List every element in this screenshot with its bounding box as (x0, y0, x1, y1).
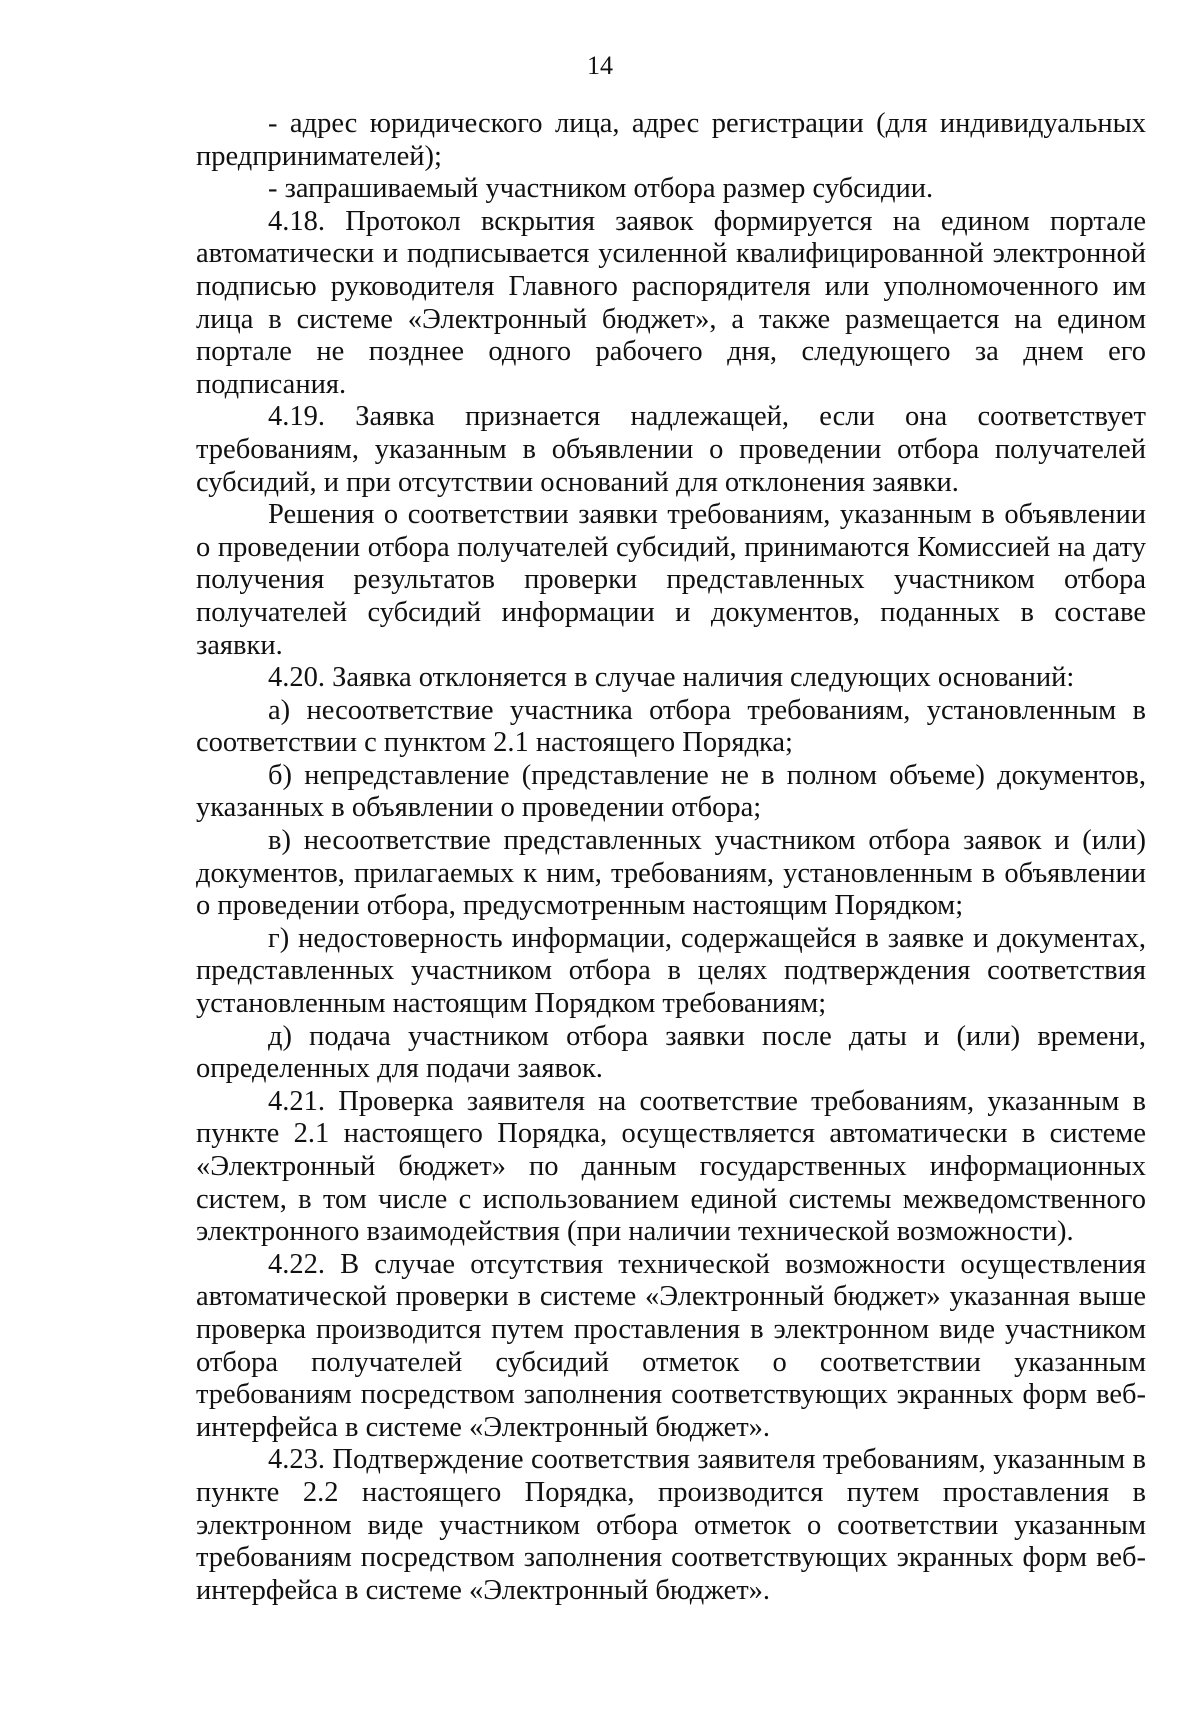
list-item-d: д) подача участником отбора заявки после даты и (или) времени, определенных для подачи заявок. (196, 1020, 1146, 1085)
list-item-b: б) непредставление (представление не в полном объеме) документов, указанных в объявлении о проведении отбора; (196, 759, 1146, 824)
paragraph-commission-decision: Решения о соответствии заявки требованиям, указанным в объявлении о проведении отбора получателей субсидий, принимаются Комиссией на дату получения результатов проверки представленных участником отбора получателей субсидий информации и документов, поданных в составе заявки. (196, 499, 1146, 661)
paragraph-4-23: 4.23. Подтверждение соответствия заявителя требованиям, указанным в пункте 2.2 настоящего Порядка, производится путем проставления в электронном виде участником отбора отметок о соответствии указанным требованиям посредством заполнения соответствующих экранных форм веб-интерфейса в системе «Электронный бюджет». (196, 1444, 1146, 1606)
paragraph-4-21: 4.21. Проверка заявителя на соответствие требованиям, указанным в пункте 2.1 настоящего Порядка, осуществляется автоматически в системе «Электронный бюджет» по данным государственных информационных систем, в том числе с использованием единой системы межведомственного электронного взаимодействия (при наличии технической возможности). (196, 1085, 1146, 1248)
paragraph-address: - адрес юридического лица, адрес регистрации (для индивидуальных предпринимателей); (196, 108, 1146, 172)
list-item-g: г) недостоверность информации, содержащейся в заявке и документах, представленных участником отбора в целях подтверждения соответствия установленным настоящим Порядком требованиям; (196, 922, 1146, 1020)
paragraph-subsidy-amount: - запрашиваемый участником отбора размер субсидии. (268, 173, 934, 205)
paragraph-4-19: 4.19. Заявка признается надлежащей, если она соответствует требованиям, указанным в объявлении о проведении отбора получателей субсидий, и при отсутствии оснований для отклонения заявки. (196, 401, 1146, 498)
paragraph-4-20: 4.20. Заявка отклоняется в случае наличия следующих оснований: (268, 662, 1075, 694)
paragraph-4-18: 4.18. Протокол вскрытия заявок формируется на едином портале автоматически и подписывается усиленной квалифицированной электронной подписью руководителя Главного распорядителя или уполномоченного им лица в системе «Электронный бюджет», а также размещается на едином портале не позднее одного рабочего дня, следующего за днем его подписания. (196, 205, 1146, 400)
paragraph-4-22: 4.22. В случае отсутствия технической возможности осуществления автоматической проверки в системе «Электронный бюджет» указанная выше проверка производится путем проставления в электронном виде участником отбора получателей субсидий отметок о соответствии указанным требованиям посредством заполнения соответствующих экранных форм веб-интерфейса в системе «Электронный бюджет». (196, 1248, 1146, 1443)
list-item-v: в) несоответствие представленных участником отбора заявок и (или) документов, прилагаемых к ним, требованиям, установленным в объявлении о проведении отбора, предусмотренным настоящим Порядком; (196, 825, 1146, 922)
document-body (196, 108, 1146, 1607)
list-item-a: а) несоответствие участника отбора требованиям, установленным в соответствии с пунктом 2.1 настоящего Порядка; (196, 694, 1146, 759)
page-number: 14 (587, 51, 613, 80)
